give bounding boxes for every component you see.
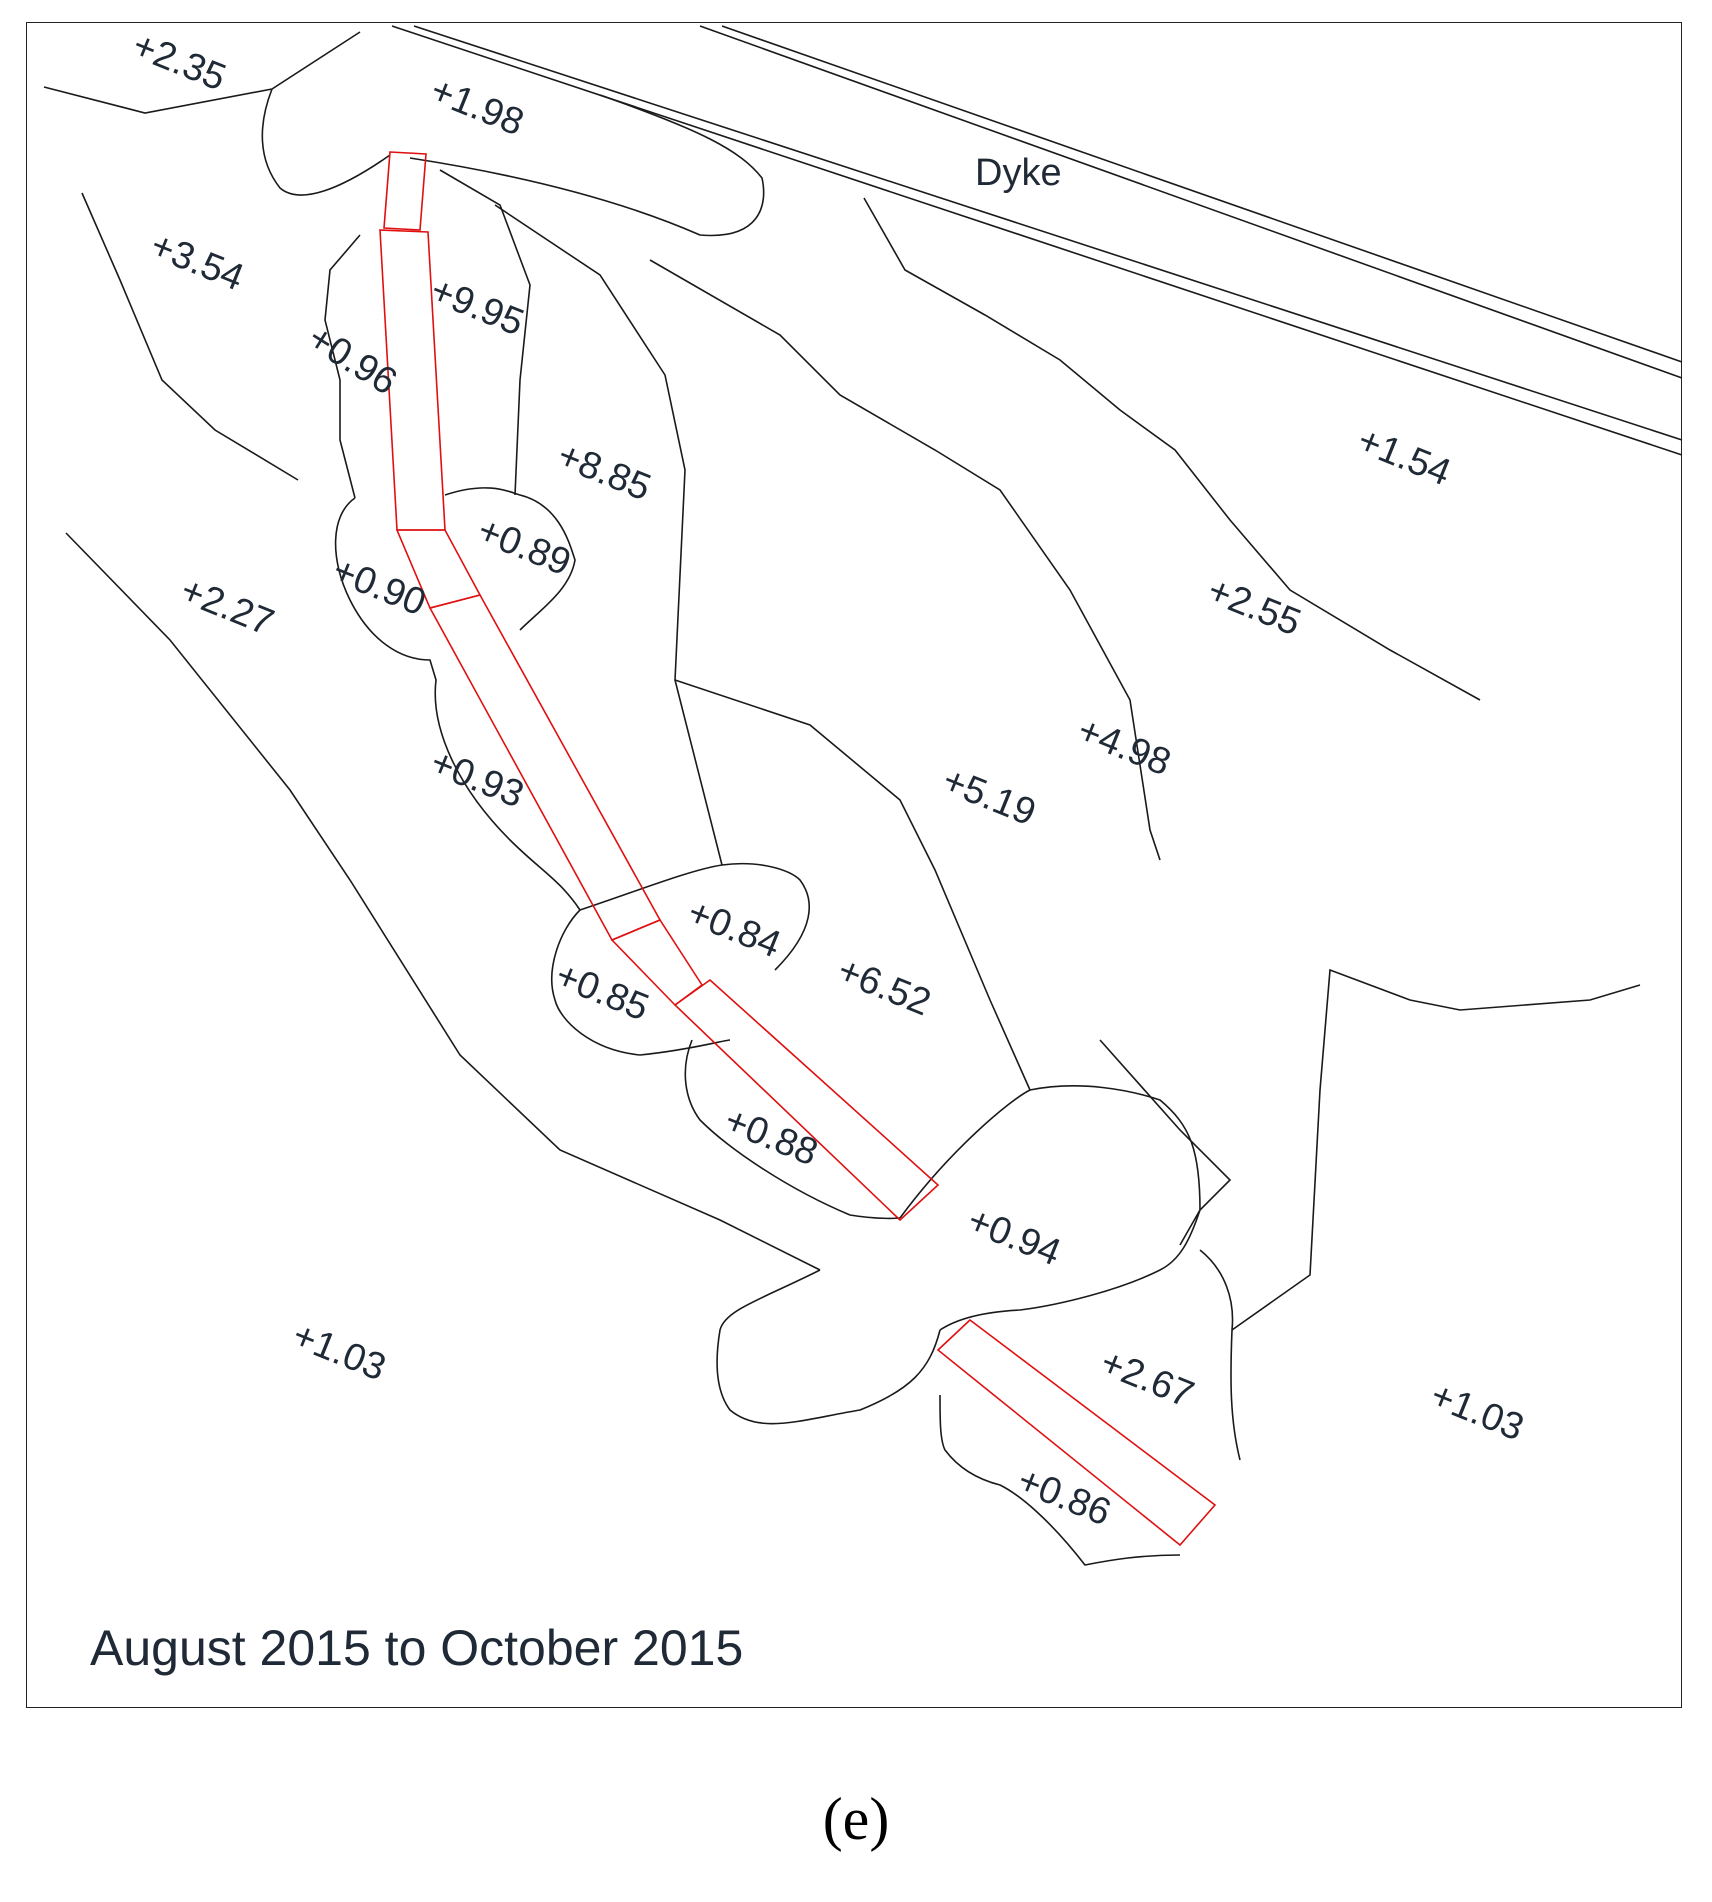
contour-value: +2.55 [1201,569,1307,645]
period-caption: August 2015 to October 2015 [90,1620,744,1676]
contour-value: +1.54 [1351,419,1457,495]
contour-value: +4.98 [1071,709,1177,785]
contour-value-labels [127,24,1530,1534]
contour-value: +0.89 [471,509,577,585]
contour-value: +5.19 [936,759,1042,835]
contour-value: +3.54 [144,224,250,300]
contour-value: +0.85 [549,954,655,1030]
contour-value: +1.03 [286,1314,392,1390]
contour-value: +6.52 [831,949,937,1025]
contour-value: +8.85 [551,434,657,510]
contour-value: +0.88 [718,1099,824,1175]
contour-value: +0.94 [961,1199,1067,1275]
contour-value: +0.90 [326,549,432,625]
contour-value: +1.03 [1424,1374,1530,1450]
contour-value: +9.95 [424,269,530,345]
contour-value: +2.27 [174,569,280,645]
contour-value: +0.96 [300,317,405,404]
contour-value: +2.67 [1094,1341,1200,1417]
dyke-label: Dyke [975,152,1062,194]
contour-value: +1.98 [424,69,530,145]
structure-outline [380,152,1215,1545]
contour-value: +0.84 [681,891,787,967]
contour-lines [44,32,1640,1565]
contour-value: +0.86 [1011,1459,1117,1535]
contour-value: +0.93 [424,741,530,817]
panel-letter: (e) [822,1786,890,1852]
dyke-lines [392,26,1682,455]
contour-value: +2.35 [126,24,232,100]
